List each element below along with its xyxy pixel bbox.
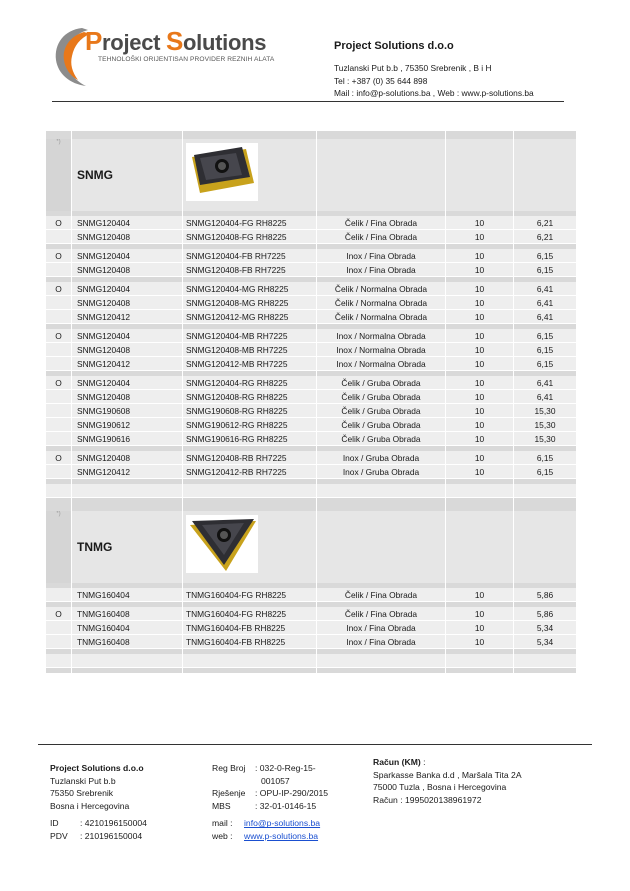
footer-company-name: Project Solutions d.o.o (50, 763, 144, 773)
footer-address-3: Bosna i Hercegovina (50, 800, 130, 811)
table-row (46, 621, 576, 635)
row-description: Čelik / Normalna Obrada (317, 282, 446, 296)
row-description: Čelik / Fina Obrada (317, 607, 446, 621)
section-gap (46, 131, 576, 139)
footer-registration (212, 762, 328, 843)
row-mark (46, 621, 72, 635)
table-row (46, 216, 576, 230)
table-row (46, 451, 576, 465)
table-row (46, 607, 576, 621)
row-designation: SNMG120408 (72, 390, 183, 404)
row-price: 5,86 (514, 588, 576, 602)
row-mark (46, 404, 72, 418)
row-mark: O (46, 282, 72, 296)
table-row (46, 635, 576, 649)
row-designation: TNMG160404 (72, 621, 183, 635)
footer-pdv: PDV : 210196150004 (50, 830, 143, 841)
row-code: SNMG120404-MG RH8225 (183, 282, 317, 296)
row-designation: SNMG120412 (72, 357, 183, 371)
row-mark (46, 588, 72, 602)
row-description: Čelik / Normalna Obrada (317, 296, 446, 310)
row-mark (46, 230, 72, 244)
row-designation: TNMG160408 (72, 635, 183, 649)
row-mark: O (46, 607, 72, 621)
row-description: Inox / Gruba Obrada (317, 451, 446, 465)
table-row (46, 296, 576, 310)
row-description: Čelik / Fina Obrada (317, 588, 446, 602)
row-code: SNMG120412-MG RH8225 (183, 310, 317, 324)
row-code: SNMG120412-MB RH7225 (183, 357, 317, 371)
footer-mail: mail : info@p-solutions.ba (212, 818, 321, 829)
footer-bank-line: Sparkasse Banka d.d , Maršala Tita 2A (373, 769, 522, 780)
footer-company (50, 762, 147, 843)
row-designation: SNMG120408 (72, 230, 183, 244)
row-mark (46, 390, 72, 404)
footer-reg-cont: 001057 (261, 775, 290, 786)
family-corner-mark: *) (46, 139, 72, 211)
row-code: SNMG120408-FG RH8225 (183, 230, 317, 244)
footer-address-2: 75350 Srebrenik (50, 788, 114, 799)
row-quantity: 10 (446, 418, 514, 432)
row-code: SNMG120408-FB RH7225 (183, 263, 317, 277)
footer-mbs: MBS : 32-01-0146-15 (212, 800, 317, 811)
row-description: Čelik / Gruba Obrada (317, 418, 446, 432)
row-designation: SNMG120404 (72, 249, 183, 263)
table-row (46, 329, 576, 343)
table-row (46, 343, 576, 357)
row-quantity: 10 (446, 296, 514, 310)
family-title: SNMG (72, 139, 183, 211)
row-designation: SNMG120404 (72, 376, 183, 390)
table-row (46, 230, 576, 244)
table-row (46, 588, 576, 602)
row-description: Čelik / Normalna Obrada (317, 310, 446, 324)
row-quantity: 10 (446, 376, 514, 390)
row-description: Inox / Fina Obrada (317, 249, 446, 263)
row-price: 15,30 (514, 404, 576, 418)
row-mark (46, 357, 72, 371)
footer-bank-city: 75000 Tuzla , Bosna i Hercegovina (373, 782, 507, 793)
table-row (46, 282, 576, 296)
company-phone: Tel : +387 (0) 35 644 898 (334, 75, 428, 86)
empty-row (46, 484, 576, 498)
row-description: Čelik / Gruba Obrada (317, 390, 446, 404)
family-corner-mark: *) (46, 511, 72, 583)
row-mark (46, 432, 72, 446)
row-quantity: 10 (446, 357, 514, 371)
row-mark (46, 635, 72, 649)
footer-reg: Reg Broj : 032-0-Reg-15- (212, 763, 316, 773)
row-mark: O (46, 451, 72, 465)
row-designation: SNMG120408 (72, 343, 183, 357)
table-row (46, 263, 576, 277)
row-price: 6,41 (514, 282, 576, 296)
row-code: SNMG190616-RG RH8225 (183, 432, 317, 446)
row-description: Inox / Fina Obrada (317, 263, 446, 277)
row-price: 5,34 (514, 635, 576, 649)
table-row (46, 390, 576, 404)
row-quantity: 10 (446, 390, 514, 404)
row-price: 6,15 (514, 343, 576, 357)
row-price: 6,15 (514, 329, 576, 343)
footer-mail-link[interactable]: info@p-solutions.ba (244, 818, 321, 829)
row-mark (46, 263, 72, 277)
row-quantity: 10 (446, 216, 514, 230)
row-code: SNMG120408-MB RH7225 (183, 343, 317, 357)
table-row (46, 249, 576, 263)
row-code: TNMG160404-FB RH8225 (183, 635, 317, 649)
table-row (46, 404, 576, 418)
company-info (334, 40, 584, 100)
row-price: 6,15 (514, 263, 576, 277)
row-description: Inox / Normalna Obrada (317, 343, 446, 357)
row-designation: TNMG160408 (72, 607, 183, 621)
table-row (46, 310, 576, 324)
row-code: SNMG190608-RG RH8225 (183, 404, 317, 418)
company-contact: Mail : info@p-solutions.ba , Web : www.p-solutions.ba (334, 88, 534, 98)
footer-account-no: Račun : 1995020138961972 (373, 794, 482, 805)
row-code: TNMG160404-FB RH8225 (183, 621, 317, 635)
row-code: TNMG160404-FG RH8225 (183, 588, 317, 602)
row-description: Čelik / Gruba Obrada (317, 432, 446, 446)
row-price: 6,15 (514, 465, 576, 479)
row-mark (46, 343, 72, 357)
footer-rjesenje: Rješenje : OPU-IP-290/2015 (212, 788, 329, 799)
row-mark: O (46, 249, 72, 263)
logo-title: Project Solutions (85, 26, 267, 56)
table-row (46, 465, 576, 479)
row-price: 6,41 (514, 390, 576, 404)
row-designation: SNMG190616 (72, 432, 183, 446)
section-gap (46, 503, 576, 511)
row-quantity: 10 (446, 607, 514, 621)
tnmg-insert-icon (186, 515, 258, 573)
family-header-row (46, 511, 576, 583)
row-price: 15,30 (514, 418, 576, 432)
row-mark: O (46, 216, 72, 230)
row-quantity: 10 (446, 451, 514, 465)
footer-id: ID : 4210196150004 (50, 818, 147, 829)
row-code: SNMG120408-RB RH7225 (183, 451, 317, 465)
row-quantity: 10 (446, 343, 514, 357)
table-row (46, 432, 576, 446)
row-description: Čelik / Fina Obrada (317, 216, 446, 230)
row-quantity: 10 (446, 465, 514, 479)
company-logo (52, 22, 275, 90)
row-code: SNMG120404-FB RH7225 (183, 249, 317, 263)
row-quantity: 10 (446, 621, 514, 635)
row-designation: TNMG160404 (72, 588, 183, 602)
row-price: 6,21 (514, 230, 576, 244)
row-code: SNMG120408-RG RH8225 (183, 390, 317, 404)
row-quantity: 10 (446, 282, 514, 296)
row-quantity: 10 (446, 404, 514, 418)
row-code: SNMG120412-RB RH7225 (183, 465, 317, 479)
price-table (46, 131, 576, 673)
row-price: 15,30 (514, 432, 576, 446)
table-row (46, 418, 576, 432)
row-designation: SNMG120408 (72, 296, 183, 310)
row-price: 6,41 (514, 296, 576, 310)
row-designation: SNMG190608 (72, 404, 183, 418)
footer-web: web : www.p-solutions.ba (212, 830, 319, 841)
row-designation: SNMG120412 (72, 465, 183, 479)
row-mark (46, 418, 72, 432)
header-divider (52, 101, 564, 102)
table-row (46, 376, 576, 390)
row-code: SNMG120404-MB RH7225 (183, 329, 317, 343)
row-description: Čelik / Gruba Obrada (317, 404, 446, 418)
row-quantity: 10 (446, 635, 514, 649)
row-price: 6,41 (514, 310, 576, 324)
row-designation: SNMG190612 (72, 418, 183, 432)
row-price: 6,21 (514, 216, 576, 230)
row-description: Inox / Fina Obrada (317, 635, 446, 649)
row-price: 6,15 (514, 249, 576, 263)
row-code: SNMG190612-RG RH8225 (183, 418, 317, 432)
footer-account-title: Račun (KM) (373, 757, 421, 767)
row-description: Čelik / Fina Obrada (317, 230, 446, 244)
row-quantity: 10 (446, 263, 514, 277)
footer-web-link[interactable]: www.p-solutions.ba (244, 830, 319, 841)
row-price: 6,15 (514, 451, 576, 465)
row-code: TNMG160404-FG RH8225 (183, 607, 317, 621)
footer-bank: Račun (KM) : Sparkasse Banka d.d , Maršala Tita 2A 75000 Tuzla , Bosna i Hercegovina Račun : 1995020138961972 (373, 757, 522, 805)
row-description: Inox / Fina Obrada (317, 621, 446, 635)
row-mark: O (46, 376, 72, 390)
row-mark (46, 296, 72, 310)
company-name: Project Solutions d.o.o (334, 40, 454, 52)
row-mark (46, 310, 72, 324)
company-address: Tuzlanski Put b.b , 75350 Srebrenik , B i H (334, 63, 492, 73)
row-designation: SNMG120404 (72, 329, 183, 343)
row-price: 6,15 (514, 357, 576, 371)
row-description: Inox / Normalna Obrada (317, 329, 446, 343)
empty-row (46, 654, 576, 668)
row-description: Inox / Gruba Obrada (317, 465, 446, 479)
row-price: 5,34 (514, 621, 576, 635)
row-description: Čelik / Gruba Obrada (317, 376, 446, 390)
family-header-row (46, 139, 576, 211)
snmg-insert-icon (186, 143, 258, 201)
row-quantity: 10 (446, 329, 514, 343)
row-quantity: 10 (446, 588, 514, 602)
row-quantity: 10 (446, 432, 514, 446)
table-row (46, 357, 576, 371)
row-price: 5,86 (514, 607, 576, 621)
group-end-gap (46, 668, 576, 673)
row-mark (46, 465, 72, 479)
row-designation: SNMG120412 (72, 310, 183, 324)
row-quantity: 10 (446, 230, 514, 244)
row-designation: SNMG120404 (72, 282, 183, 296)
footer-divider (38, 744, 592, 745)
footer-address-1: Tuzlanski Put b.b (50, 775, 116, 786)
logo-tagline: TEHNOLOŠKI ORIJENTISAN PROVIDER REZNIH ALATA (98, 56, 275, 63)
row-quantity: 10 (446, 310, 514, 324)
row-designation: SNMG120408 (72, 263, 183, 277)
row-code: SNMG120404-FG RH8225 (183, 216, 317, 230)
row-price: 6,41 (514, 376, 576, 390)
row-description: Inox / Normalna Obrada (317, 357, 446, 371)
row-designation: SNMG120404 (72, 216, 183, 230)
row-quantity: 10 (446, 249, 514, 263)
row-code: SNMG120408-MG RH8225 (183, 296, 317, 310)
row-mark: O (46, 329, 72, 343)
row-code: SNMG120404-RG RH8225 (183, 376, 317, 390)
row-designation: SNMG120408 (72, 451, 183, 465)
family-title: TNMG (72, 511, 183, 583)
